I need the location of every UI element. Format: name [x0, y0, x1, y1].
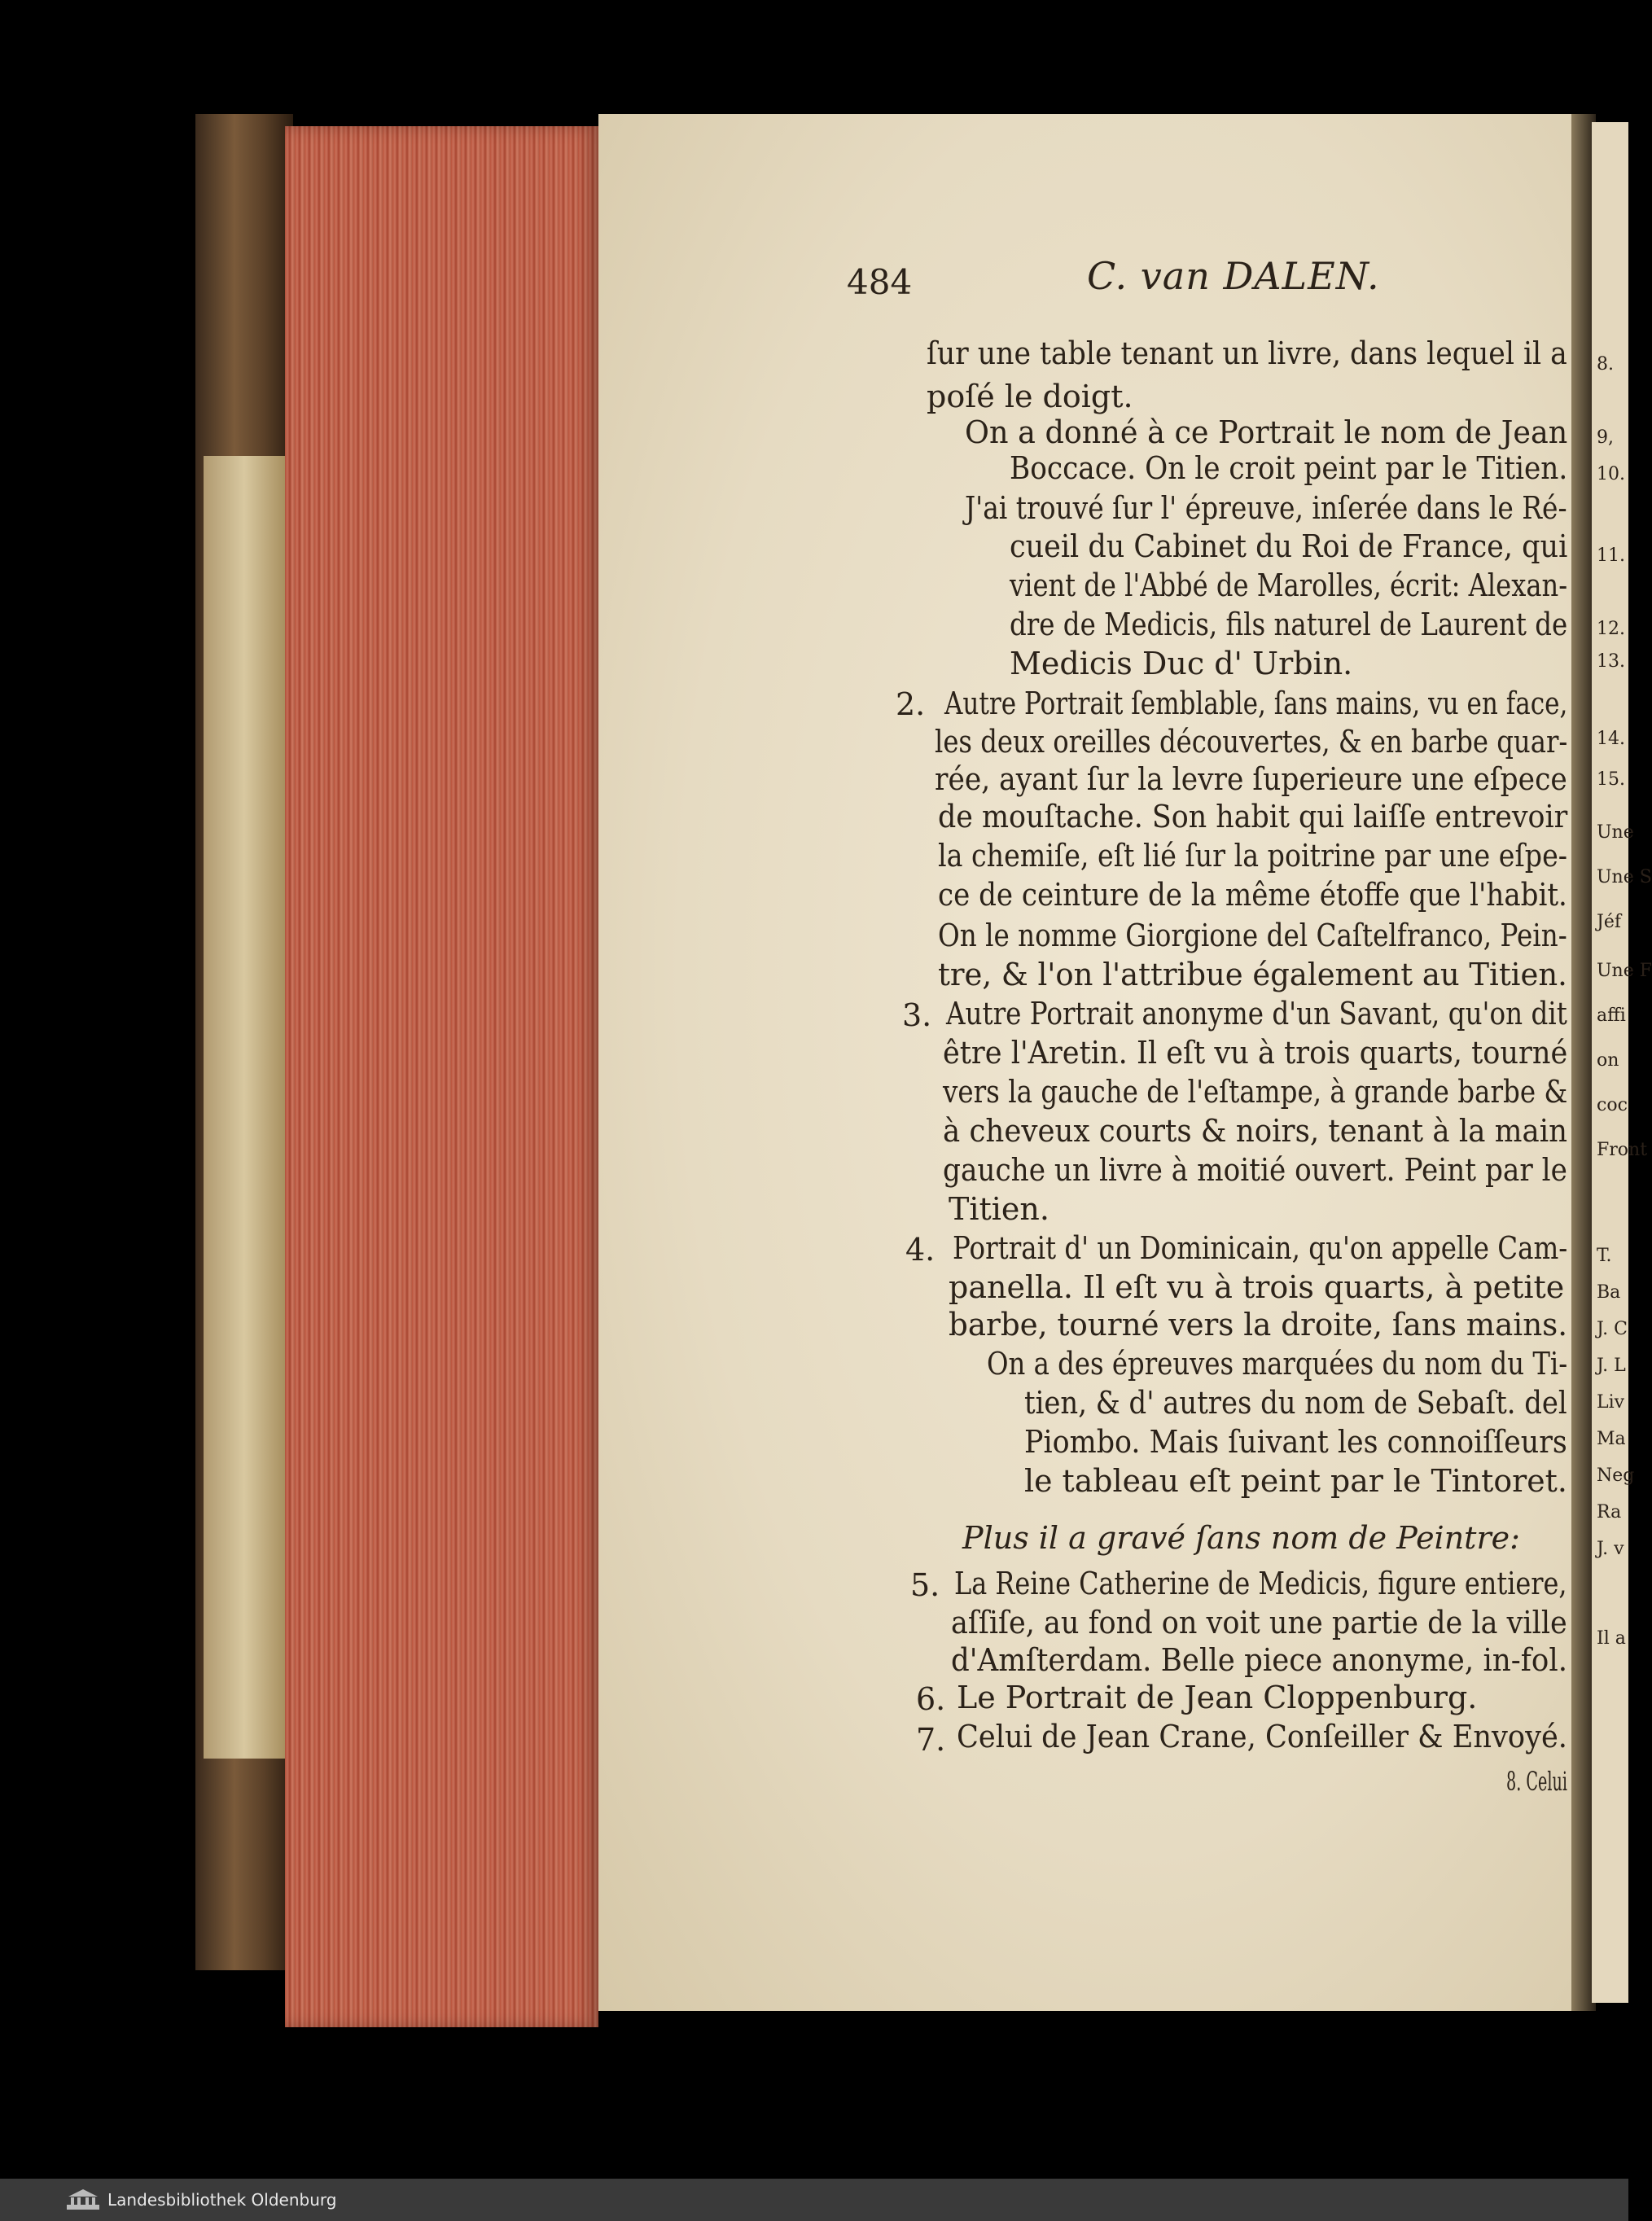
text-line: poſé le doigt.	[927, 379, 1133, 414]
text-line: Autre Portrait ſemblable, ſans mains, vu en face,	[944, 686, 1568, 721]
text-line: J'ai trouvé ſur l' épreuve, inſerée dans le Ré-	[965, 490, 1567, 526]
text-line: On a donné à ce Portrait le nom de Jean	[965, 414, 1568, 450]
text-line: vers la gauche de l'eſtampe, à grande barbe &	[943, 1074, 1568, 1110]
text-line: tre, & l'on l'attribue également au Titien.	[938, 957, 1567, 992]
next-page-fragment: 10.	[1597, 464, 1625, 484]
entry-number: 3.	[902, 997, 932, 1033]
section-heading: Plus il a gravé ſans nom de Peintre:	[962, 1520, 1520, 1556]
next-page-fragment: on	[1597, 1050, 1619, 1071]
text-line: Celui de Jean Crane, Conſeiller & Envoyé.	[957, 1719, 1568, 1754]
text-line: Titien.	[949, 1191, 1049, 1227]
text-line: rée, ayant ſur la levre ſuperieure une eſpece	[935, 761, 1567, 797]
text-line: panella. Il eſt vu à trois quarts, à petite	[949, 1269, 1565, 1305]
next-page-fragment: 9,	[1597, 427, 1614, 448]
text-line: Autre Portrait anonyme d'un Savant, qu'on dit	[946, 996, 1567, 1032]
text-line: vient de l'Abbé de Marolles, écrit: Alexan-	[1010, 567, 1568, 603]
text-line: ce de ceinture de la même étoffe que l'habit.	[938, 877, 1567, 913]
spine-paper-label	[204, 456, 285, 1759]
next-page-fragment: 8.	[1597, 354, 1614, 375]
next-page-strip	[1592, 122, 1652, 2003]
next-page-fragment: J. v	[1597, 1539, 1624, 1559]
text-line: les deux oreilles découvertes, & en barbe quar-	[935, 724, 1568, 760]
entry-number: 5.	[910, 1567, 940, 1603]
text-line: cueil du Cabinet du Roi de France, qui	[1010, 528, 1568, 564]
text-line: On le nomme Giorgione del Caſtelfranco, Pein-	[938, 918, 1567, 953]
entry-number: 7.	[916, 1722, 946, 1758]
next-page-fragment: Ba	[1597, 1282, 1621, 1303]
entry-number: 6.	[916, 1681, 946, 1717]
next-page-fragment: Ma	[1597, 1429, 1626, 1449]
text-line: à cheveux courts & noirs, tenant à la main	[943, 1113, 1568, 1149]
footer-bar	[0, 2179, 1628, 2221]
next-page-fragment: Il a	[1597, 1628, 1626, 1649]
next-page-fragment: 11.	[1597, 545, 1625, 566]
next-page-fragment: Front	[1597, 1140, 1648, 1160]
next-page-fragment: 15.	[1597, 769, 1625, 790]
text-line: barbe, tourné vers la droite, ſans mains.	[949, 1307, 1568, 1343]
text-line: d'Amſterdam. Belle piece anonyme, in-fol.	[951, 1642, 1568, 1678]
text-line: Piombo. Mais ſuivant les connoiſſeurs	[1024, 1424, 1567, 1460]
text-line: La Reine Catherine de Medicis, figure entiere,	[954, 1566, 1567, 1601]
text-line: la chemiſe, eſt lié ſur la poitrine par une eſpe-	[938, 838, 1567, 874]
next-page-fragment: affi	[1597, 1005, 1626, 1026]
next-page-fragment: 14.	[1597, 729, 1625, 749]
next-page-fragment: Neg	[1597, 1465, 1635, 1486]
text-line: être l'Aretin. Il eſt vu à trois quarts, tourné	[943, 1035, 1568, 1071]
catchword: 8. Celui	[1506, 1766, 1567, 1797]
text-line: tien, & d' autres du nom de Sebaſt. del	[1024, 1385, 1567, 1421]
text-line: Boccace. On le croit peint par le Titien.	[1010, 450, 1568, 486]
next-page-fragment: Jéf	[1597, 912, 1621, 932]
text-line: le tableau eſt peint par le Tintoret.	[1024, 1463, 1567, 1499]
text-line: On a des épreuves marquées du nom du Ti-	[987, 1346, 1568, 1382]
text-line: dre de Medicis, fils naturel de Laurent de	[1010, 607, 1568, 642]
entry-number: 4.	[905, 1232, 936, 1268]
page-number: 484	[847, 262, 913, 302]
running-head: C. van DALEN.	[1087, 254, 1380, 298]
library-logo-icon	[65, 2187, 101, 2213]
library-name: Landesbibliothek Oldenburg	[107, 2190, 337, 2210]
text-line: ſur une table tenant un livre, dans lequel il a	[927, 335, 1567, 371]
next-page-fragment: Une F	[1597, 961, 1652, 981]
next-page-fragment: J. C	[1597, 1319, 1628, 1339]
next-page-fragment: coc	[1597, 1095, 1628, 1115]
next-page-fragment: 13.	[1597, 651, 1625, 672]
next-page-fragment: T.	[1597, 1246, 1612, 1266]
text-line: Le Portrait de Jean Cloppenburg.	[957, 1680, 1478, 1715]
text-line: aſſiſe, au fond on voit une partie de la ville	[951, 1605, 1567, 1641]
next-page-fragment: Une S	[1597, 867, 1652, 887]
next-page-fragment: J. L	[1597, 1356, 1626, 1376]
next-page-fragment: Ra	[1597, 1502, 1622, 1522]
text-line: Portrait d' un Dominicain, qu'on appelle Cam-	[953, 1230, 1568, 1266]
page-edges	[285, 126, 598, 2027]
text-line: de mouſtache. Son habit qui laiſſe entrevoir	[938, 799, 1568, 835]
entry-number: 2.	[896, 686, 926, 722]
next-page-fragment: Liv	[1597, 1392, 1625, 1413]
next-page-fragment: Une	[1597, 822, 1634, 843]
next-page-fragment: 12.	[1597, 619, 1625, 639]
text-line: Medicis Duc d' Urbin.	[1010, 646, 1353, 681]
text-line: gauche un livre à moitié ouvert. Peint par le	[943, 1152, 1567, 1188]
